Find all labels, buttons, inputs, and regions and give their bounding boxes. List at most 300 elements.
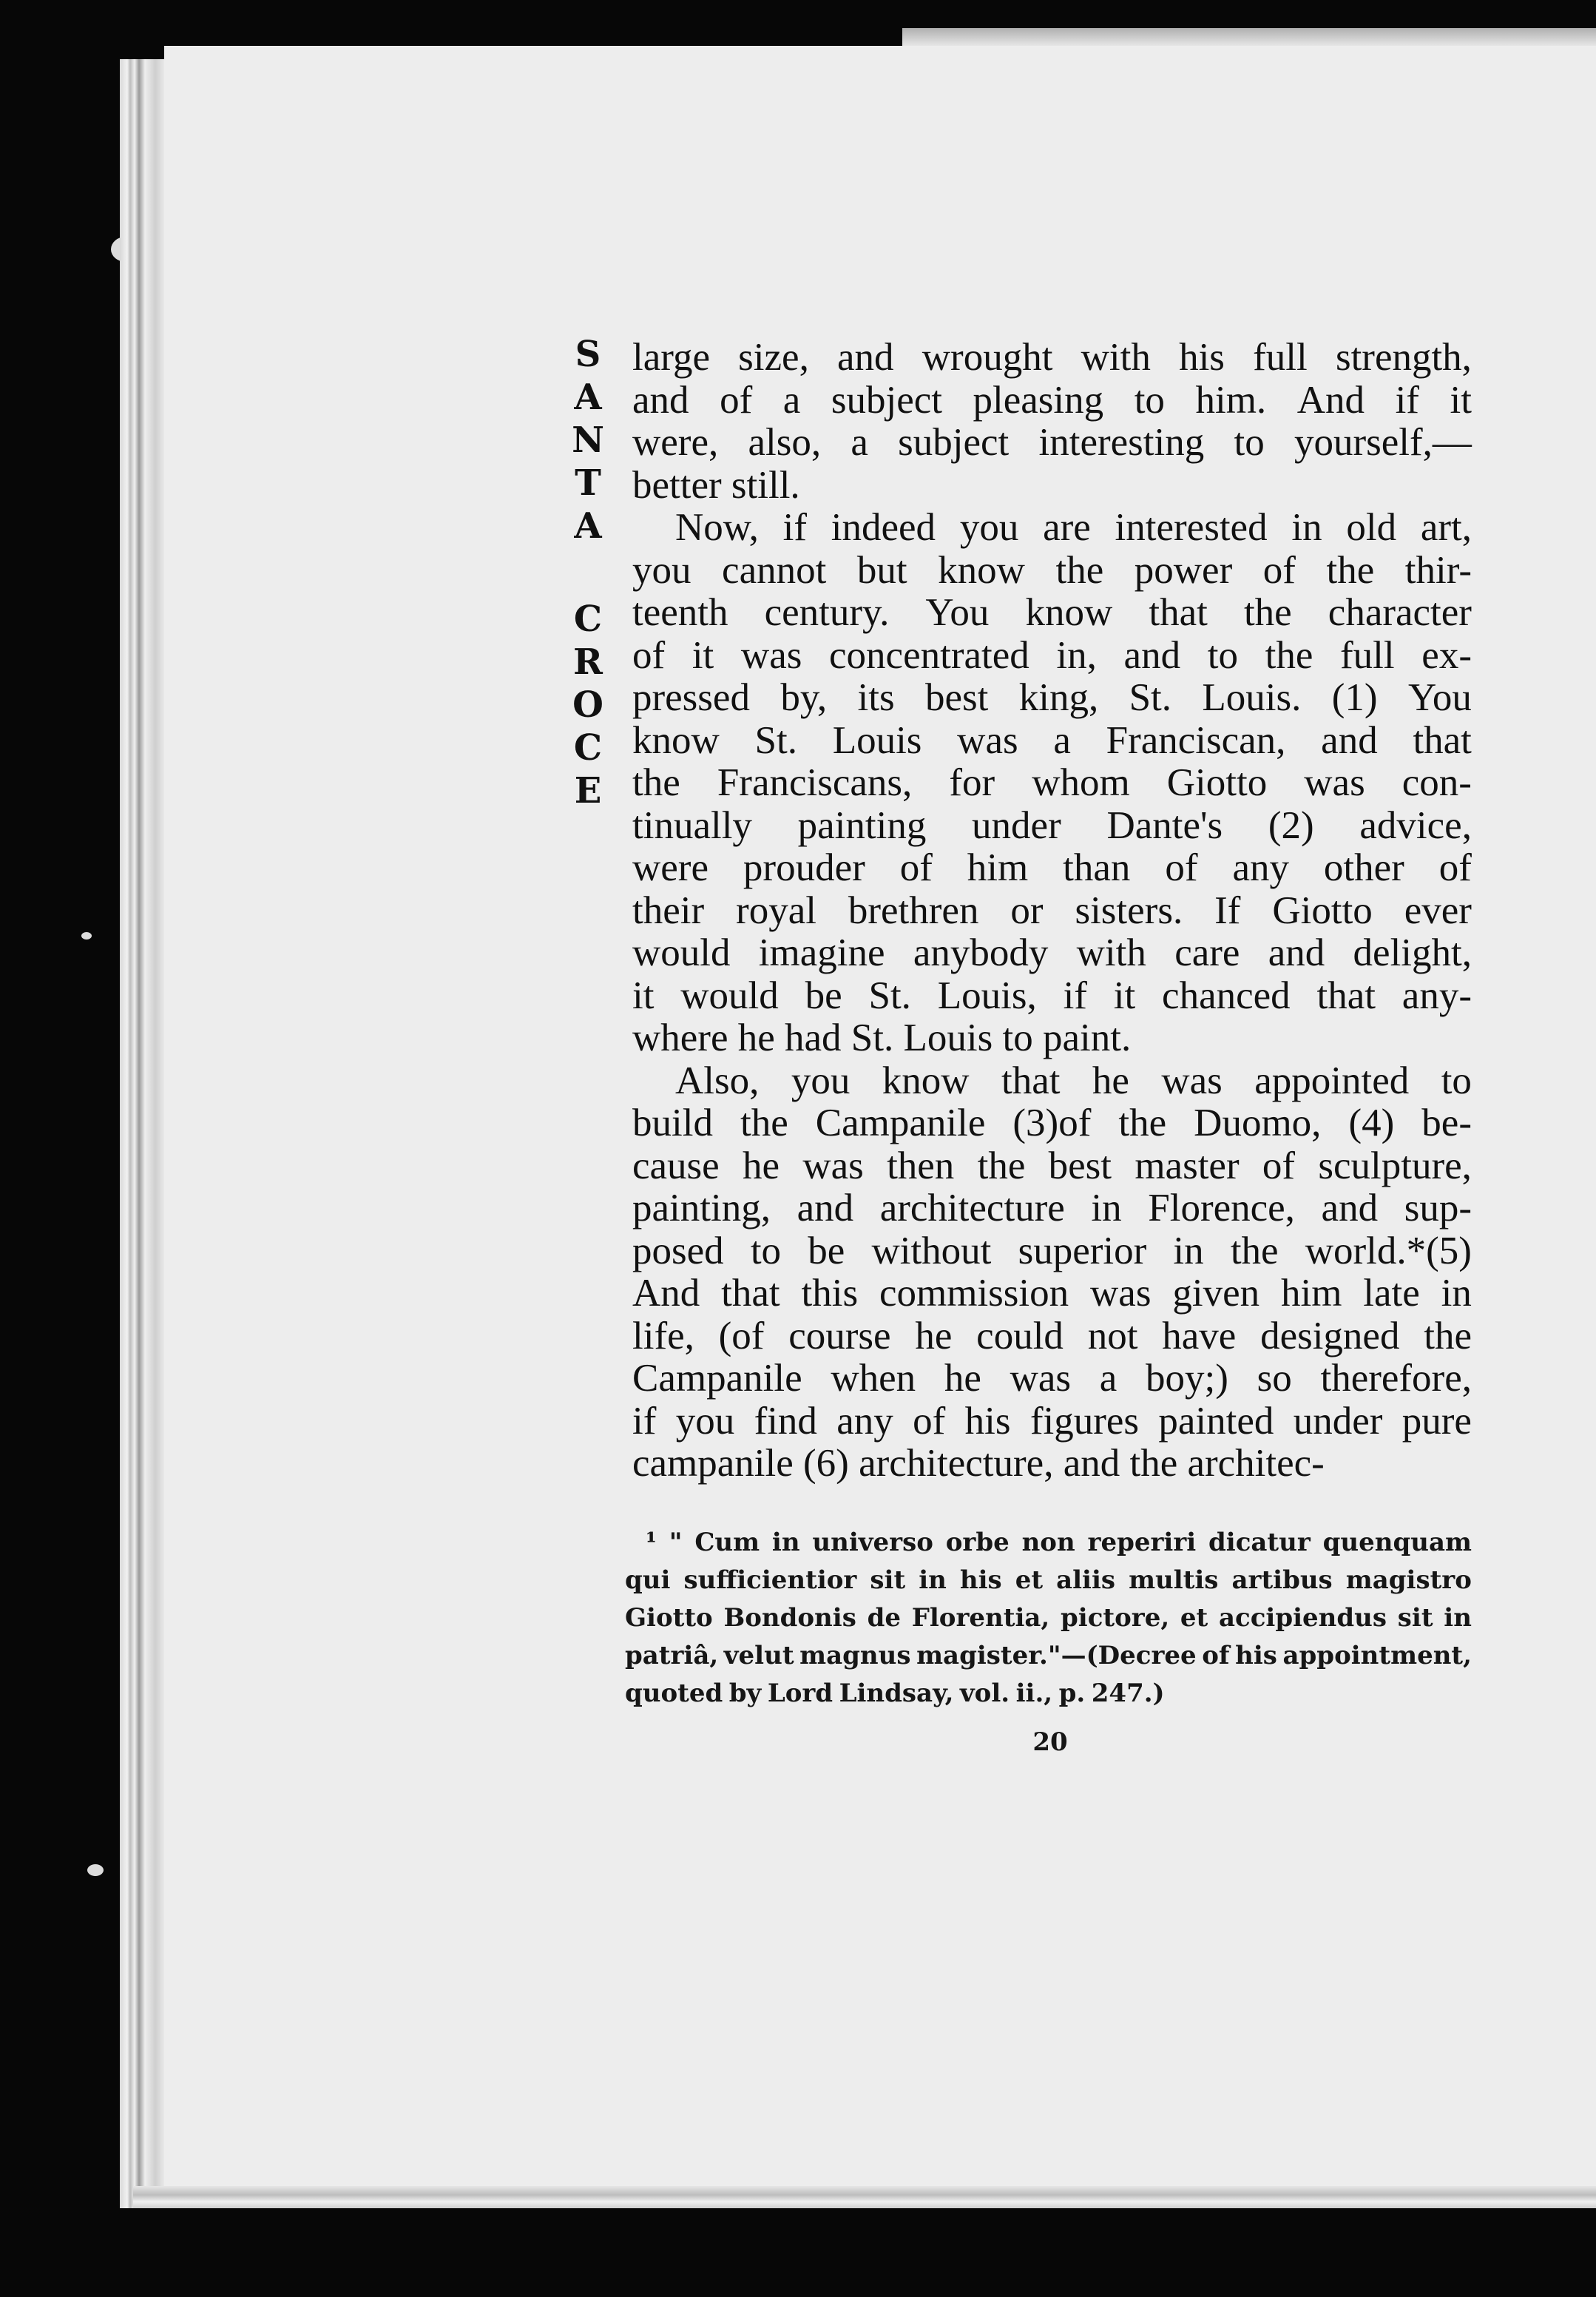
word: cause: [632, 1144, 720, 1187]
word: commission: [879, 1272, 1069, 1315]
word: You: [1407, 676, 1472, 719]
text-line: [632, 932, 1472, 975]
text-line: [632, 337, 1472, 380]
word: the: [977, 1144, 1026, 1187]
word: And: [1296, 378, 1365, 422]
word: cannot: [722, 548, 827, 592]
word: know: [882, 1059, 970, 1102]
word: in,: [1056, 633, 1097, 677]
word: a: [851, 421, 868, 464]
word: Duomo,: [1194, 1102, 1322, 1144]
word: delight,: [1353, 931, 1472, 974]
text-line: [632, 890, 1472, 933]
word: find: [754, 1399, 817, 1443]
word: reperiri: [1087, 1528, 1197, 1557]
word: power: [1134, 548, 1233, 592]
word: Giotto: [1272, 888, 1373, 932]
word: designed: [1260, 1314, 1400, 1357]
word: Cum: [694, 1528, 760, 1557]
word: best: [1048, 1144, 1112, 1187]
word: painted: [1158, 1399, 1274, 1443]
word: wrought: [922, 336, 1053, 379]
word: he: [915, 1314, 953, 1357]
word: painting,: [632, 1187, 771, 1230]
word: build: [632, 1102, 713, 1144]
word: if: [782, 506, 807, 549]
word: you: [791, 1059, 851, 1102]
word: sit: [870, 1565, 906, 1595]
word: was: [1090, 1272, 1152, 1315]
word: whom: [1032, 761, 1130, 804]
page-stack-bottom-edge: [133, 2186, 1596, 2208]
word: universo: [812, 1528, 933, 1557]
dust-speck: [87, 1864, 104, 1876]
dust-speck: [81, 932, 92, 940]
word: of: [913, 1399, 946, 1443]
word: the: [740, 1102, 788, 1144]
text-line: [632, 975, 1472, 1018]
text-line: [632, 507, 1472, 550]
text-line: [632, 1315, 1472, 1358]
word: advice,: [1359, 803, 1472, 847]
word: still.: [731, 463, 800, 507]
word: century.: [764, 591, 890, 634]
word: master: [1135, 1144, 1240, 1187]
word: the: [1326, 548, 1375, 592]
word: subject: [898, 421, 1010, 464]
word: the: [1230, 1229, 1279, 1272]
word: his: [964, 1399, 1011, 1443]
text-line: [632, 1443, 1472, 1485]
word: artibus: [1231, 1565, 1333, 1595]
word: pressed: [632, 676, 750, 719]
word: accipiendus: [1219, 1603, 1387, 1633]
word: imagine: [758, 931, 885, 974]
word: sup-: [1404, 1187, 1472, 1230]
word: in: [1173, 1229, 1204, 1272]
word: to: [1002, 1016, 1033, 1059]
side-title-letter: C: [573, 727, 603, 769]
side-title-letter: S: [575, 334, 601, 375]
word: p.: [1058, 1679, 1086, 1708]
text-line: [632, 1017, 1472, 1060]
word: If: [1214, 888, 1241, 932]
word: he: [737, 1016, 775, 1059]
text-line: [632, 805, 1472, 848]
word: you: [675, 1399, 735, 1443]
word: course: [788, 1314, 891, 1357]
word: his: [1179, 336, 1225, 379]
word: St.: [1129, 676, 1172, 719]
word: to: [1441, 1059, 1472, 1102]
word: that: [721, 1272, 780, 1315]
word: multis: [1129, 1565, 1219, 1595]
word: he: [743, 1144, 780, 1187]
word: could: [976, 1314, 1064, 1357]
text-line: [625, 1599, 1472, 1637]
word: you: [632, 548, 692, 592]
side-title-gap: [569, 547, 606, 598]
word: sit: [1397, 1603, 1433, 1633]
word: to: [1234, 421, 1265, 464]
side-title-letter: N: [572, 419, 604, 461]
word: and: [1063, 1442, 1120, 1485]
word: and: [1321, 718, 1378, 762]
word: architec-: [1187, 1442, 1325, 1485]
word: know: [938, 548, 1025, 592]
word: architecture: [879, 1187, 1065, 1230]
word: ii.,: [1015, 1679, 1053, 1708]
running-side-title: [569, 333, 606, 812]
word: vol.: [959, 1679, 1010, 1708]
word: and: [1123, 633, 1181, 677]
word: a: [1099, 1357, 1117, 1400]
word: in: [1091, 1187, 1122, 1230]
word: Louis.: [1202, 676, 1302, 719]
text-line: [632, 465, 1472, 507]
word: other: [1323, 846, 1404, 889]
word: dicatur: [1208, 1528, 1311, 1557]
word: Louis: [903, 1016, 993, 1059]
word: qui: [625, 1565, 671, 1595]
word: 247.): [1091, 1679, 1165, 1708]
word: with: [1076, 931, 1146, 974]
word: the: [1129, 1442, 1178, 1485]
word: ": [669, 1528, 683, 1557]
side-title-letter: A: [574, 505, 602, 547]
text-line: [632, 550, 1472, 593]
word: sufficientior: [683, 1565, 857, 1595]
word: that: [1413, 718, 1472, 762]
word: magistro: [1345, 1565, 1472, 1595]
word: him: [967, 846, 1029, 889]
word: superior: [1018, 1229, 1147, 1272]
word: Campanile: [815, 1102, 986, 1144]
word: tinually: [632, 803, 752, 847]
word: old: [1346, 506, 1397, 549]
word: art,: [1420, 506, 1472, 549]
word: velut: [723, 1641, 794, 1670]
word: in: [1444, 1603, 1472, 1633]
word: figures: [1029, 1399, 1140, 1443]
text-line: [632, 1060, 1472, 1103]
word: by: [728, 1679, 762, 1708]
word: Louis: [832, 718, 922, 762]
text-line: [625, 1675, 1472, 1713]
word: (2): [1268, 803, 1314, 847]
word: royal: [736, 888, 816, 932]
word: (1): [1331, 676, 1378, 719]
word: be: [805, 974, 842, 1017]
word: aliis: [1056, 1565, 1116, 1595]
side-title-letter: A: [574, 377, 602, 418]
word: this: [801, 1272, 859, 1315]
word: Franciscans,: [717, 761, 913, 804]
text-line: [632, 592, 1472, 635]
text-line: [632, 1187, 1472, 1230]
text-line: [632, 1102, 1472, 1145]
word: de: [867, 1603, 901, 1633]
word: a: [1053, 718, 1071, 762]
word: in: [1441, 1272, 1472, 1315]
word: had: [785, 1016, 842, 1059]
word: teenth: [632, 591, 728, 634]
word: full: [1253, 336, 1308, 379]
text-line: [632, 1400, 1472, 1443]
text-line: [632, 677, 1472, 720]
word: campanile: [632, 1442, 794, 1485]
word: life,: [632, 1314, 694, 1357]
word: of: [1165, 846, 1198, 889]
word: sculpture,: [1318, 1144, 1472, 1187]
word: Dante's: [1106, 803, 1223, 847]
word: Franciscan,: [1106, 718, 1286, 762]
word: when: [831, 1357, 916, 1400]
word: indeed: [831, 506, 936, 549]
side-title-letter: T: [575, 462, 601, 504]
word: so: [1257, 1357, 1292, 1400]
word: Bondonis: [723, 1603, 856, 1633]
word: with: [1081, 336, 1151, 379]
word: it: [632, 974, 655, 1017]
word: his: [1235, 1641, 1277, 1670]
footnote: [625, 1524, 1472, 1713]
word: interested: [1115, 506, 1268, 549]
word: St.: [868, 974, 911, 1017]
word: the: [1243, 591, 1292, 634]
word: concentrated: [829, 633, 1029, 677]
word: con-: [1401, 761, 1472, 804]
text-line: [632, 1145, 1472, 1188]
word: brethren: [848, 888, 979, 932]
word: are: [1043, 506, 1091, 549]
word: large: [632, 336, 710, 379]
word: patriâ,: [625, 1641, 719, 1670]
word: that: [1316, 974, 1376, 1017]
word: under: [1293, 1399, 1383, 1443]
word: appointment,: [1282, 1641, 1472, 1670]
word: (4): [1348, 1102, 1395, 1144]
word: character: [1328, 591, 1472, 634]
word: in: [771, 1528, 800, 1557]
word: in: [1291, 506, 1322, 549]
text-line: [625, 1524, 1472, 1562]
word: any: [836, 1399, 893, 1443]
word: was: [802, 1144, 864, 1187]
word: and: [632, 378, 689, 422]
word: if: [632, 1399, 657, 1443]
word: for: [949, 761, 995, 804]
word: et: [1180, 1603, 1208, 1633]
word: know: [1025, 591, 1113, 634]
word: ¹: [646, 1528, 657, 1557]
word: of: [899, 846, 933, 889]
word: king,: [1018, 676, 1099, 719]
text-line: [632, 762, 1472, 805]
word: size,: [738, 336, 809, 379]
word: better: [632, 463, 722, 507]
word: have: [1162, 1314, 1237, 1357]
word: appointed: [1254, 1059, 1410, 1102]
word: paint.: [1042, 1016, 1132, 1059]
text-line: [632, 847, 1472, 890]
word: you: [959, 506, 1019, 549]
word: care: [1174, 931, 1240, 974]
word: boy;): [1146, 1357, 1228, 1400]
word: of: [1262, 1144, 1296, 1187]
word: Lord: [767, 1679, 833, 1708]
word: to: [1207, 633, 1238, 677]
word: was: [740, 633, 802, 677]
word: under: [972, 803, 1061, 847]
word: Giotto: [625, 1603, 713, 1633]
word: of: [1202, 1641, 1230, 1670]
word: was: [957, 718, 1018, 762]
word: late: [1363, 1272, 1420, 1315]
word: given: [1172, 1272, 1260, 1315]
text-line: [632, 380, 1472, 422]
word: that: [1149, 591, 1208, 634]
word: if: [1395, 378, 1419, 422]
word: pictore,: [1061, 1603, 1170, 1633]
word: would: [680, 974, 779, 1017]
word: were: [632, 846, 709, 889]
word: then: [887, 1144, 955, 1187]
word: the: [1265, 633, 1313, 677]
word: Lindsay,: [839, 1679, 954, 1708]
text-line: [625, 1562, 1472, 1599]
word: the: [1424, 1314, 1472, 1357]
word: of: [1438, 846, 1472, 889]
word: Florentia,: [911, 1603, 1050, 1633]
word: St.: [851, 1016, 894, 1059]
text-line: [632, 720, 1472, 763]
word: You: [925, 591, 990, 634]
word: prouder: [743, 846, 865, 889]
word: (3)of: [1012, 1102, 1092, 1144]
word: magnus: [799, 1641, 911, 1670]
word: chanced: [1162, 974, 1291, 1017]
word: magister."—(Decree: [916, 1641, 1197, 1670]
word: be: [808, 1229, 845, 1272]
word: he: [1092, 1059, 1129, 1102]
word: was: [1161, 1059, 1223, 1102]
word: of: [720, 378, 753, 422]
text-line: [632, 422, 1472, 465]
word: any-: [1401, 974, 1472, 1017]
word: but: [856, 548, 907, 592]
word: St.: [754, 718, 797, 762]
word: interesting: [1038, 421, 1205, 464]
word: And: [632, 1272, 700, 1315]
word: ex-: [1421, 633, 1472, 677]
word: him: [1280, 1272, 1342, 1315]
word: it: [692, 633, 714, 677]
text-line: [625, 1637, 1472, 1675]
word: it: [1450, 378, 1472, 422]
word: if: [1063, 974, 1087, 1017]
word: strength,: [1335, 336, 1472, 379]
word: he: [944, 1357, 981, 1400]
word: his: [959, 1565, 1002, 1595]
word: or: [1010, 888, 1044, 932]
word: was: [1304, 761, 1365, 804]
word: subject: [831, 378, 942, 422]
word: it: [1113, 974, 1136, 1017]
word: were,: [632, 421, 719, 464]
word: and: [837, 336, 894, 379]
word: Giotto: [1166, 761, 1268, 804]
word: that: [1001, 1059, 1061, 1102]
body-text: [632, 337, 1472, 1485]
word: of: [1262, 548, 1296, 592]
text-line: [632, 1230, 1472, 1273]
word: Also,: [675, 1059, 760, 1102]
word: therefore,: [1320, 1357, 1472, 1400]
word: its: [857, 676, 895, 719]
word: the: [632, 761, 680, 804]
word: et: [1015, 1565, 1044, 1595]
word: best: [924, 676, 989, 719]
word: a: [782, 378, 801, 422]
word: pure: [1401, 1399, 1472, 1443]
word: be-: [1421, 1102, 1472, 1144]
word: and: [797, 1187, 854, 1230]
word: (6): [803, 1442, 849, 1485]
word: where: [632, 1016, 728, 1059]
word: would: [632, 931, 731, 974]
word: Florence,: [1148, 1187, 1295, 1230]
word: was: [1010, 1357, 1072, 1400]
word: their: [632, 888, 705, 932]
word: not: [1087, 1314, 1138, 1357]
word: him.: [1195, 378, 1267, 422]
word: quoted: [625, 1679, 723, 1708]
word: world.*(5): [1305, 1229, 1472, 1272]
word: know: [632, 718, 720, 762]
word: in: [919, 1565, 947, 1595]
word: and: [1268, 931, 1325, 974]
page-number: 20: [1032, 1727, 1068, 1757]
side-title-letter: R: [573, 641, 603, 683]
word: painting: [797, 803, 927, 847]
word: orbe: [945, 1528, 1010, 1557]
word: the: [1055, 548, 1104, 592]
word: quenquam: [1322, 1528, 1472, 1557]
word: to: [750, 1229, 782, 1272]
side-title-letter: E: [574, 770, 602, 812]
word: than: [1063, 846, 1131, 889]
word: and: [1321, 1187, 1379, 1230]
word: to: [1134, 378, 1165, 422]
page-stack-edge: [120, 59, 164, 2208]
word: architecture,: [859, 1442, 1054, 1485]
word: of: [632, 633, 666, 677]
word: any: [1232, 846, 1289, 889]
word: (of: [718, 1314, 765, 1357]
side-title-letter: O: [572, 684, 603, 726]
word: ever: [1404, 888, 1472, 932]
word: posed: [632, 1229, 724, 1272]
text-line: [632, 1272, 1472, 1315]
word: the: [1118, 1102, 1167, 1144]
word: without: [871, 1229, 992, 1272]
word: thir-: [1404, 548, 1472, 592]
text-line: [632, 635, 1472, 678]
word: yourself,—: [1294, 421, 1472, 464]
word: by,: [780, 676, 828, 719]
word: Louis,: [937, 974, 1037, 1017]
